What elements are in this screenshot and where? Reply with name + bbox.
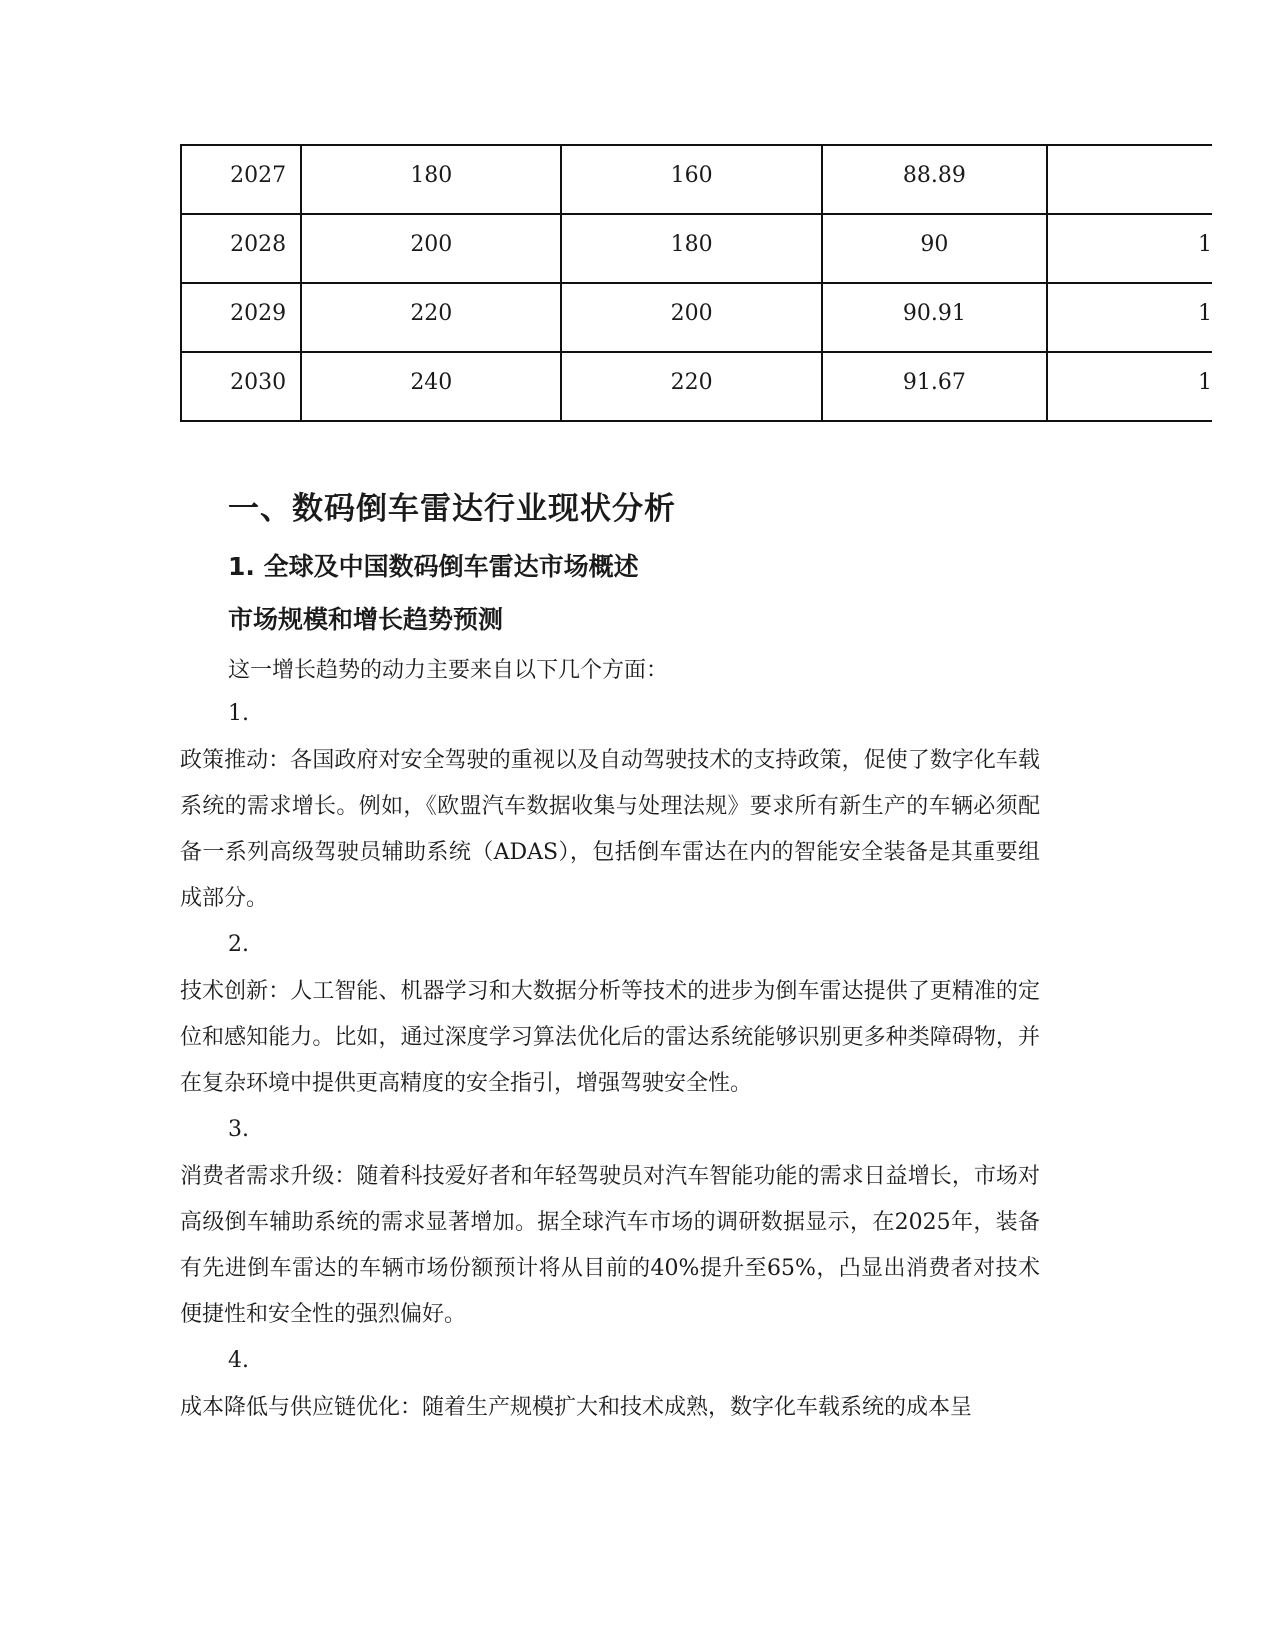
table-cell: 90: [822, 214, 1047, 283]
list-item-number: 1.: [228, 701, 249, 726]
section-subsubtitle: 市场规模和增长趋势预测: [228, 605, 504, 634]
table-cell-year: 2028: [181, 214, 301, 283]
table-cell: 160: [561, 145, 821, 214]
table-cell: 180: [301, 145, 561, 214]
table-cell: 91.67: [822, 352, 1047, 421]
table-cell: 220: [301, 283, 561, 352]
table-cell-clipped: 1: [1047, 283, 1212, 352]
list-item-text: 消费者需求升级：随着科技爱好者和年轻驾驶员对汽车智能功能的需求日益增长，市场对高级倒车辅助系统的需求显著增加。据全球汽车市场的调研数据显示，在2025年，装备有先进倒车雷达的车辆市场份额预计将从目前的40%提升至65%，凸显出消费者对技术便捷性和安全性的强烈偏好。: [180, 1164, 1040, 1327]
table-cell: 88.89: [822, 145, 1047, 214]
table-cell: 200: [301, 214, 561, 283]
table-row: [181, 283, 1212, 352]
table-row: [181, 145, 1212, 214]
list-item-number: 2.: [228, 932, 249, 957]
table-cell: 90.91: [822, 283, 1047, 352]
table-cell-clipped: [1047, 145, 1212, 214]
table-cell-clipped: 1: [1047, 214, 1212, 283]
intro-paragraph: 这一增长趋势的动力主要来自以下几个方面：: [228, 658, 669, 683]
list-item-text: 技术创新：人工智能、机器学习和大数据分析等技术的进步为倒车雷达提供了更精准的定位和感知能力。比如，通过深度学习算法优化后的雷达系统能够识别更多种类障碍物，并在复杂环境中提供更高精度的安全指引，增强驾驶安全性。: [180, 979, 1040, 1096]
table-cell: 200: [561, 283, 821, 352]
table-body: [181, 145, 1212, 421]
list-item-text: 政策推动：各国政府对安全驾驶的重视以及自动驾驶技术的支持政策，促使了数字化车载系统的需求增长。例如，《欧盟汽车数据收集与处理法规》要求所有新生产的车辆必须配备一系列高级驾驶员辅助系统（ADAS），包括倒车雷达在内的智能安全装备是其重要组成部分。: [180, 748, 1040, 911]
table-clip: [0, 0, 1212, 470]
list-item-text: 成本降低与供应链优化：随着生产规模扩大和技术成熟，数字化车载系统的成本呈: [180, 1395, 973, 1420]
table-cell-clipped: 1: [1047, 352, 1212, 421]
table-row: [181, 352, 1212, 421]
list-item-number: 3.: [228, 1117, 249, 1142]
table-cell: 180: [561, 214, 821, 283]
table-cell-year: 2030: [181, 352, 301, 421]
table-cell: 240: [301, 352, 561, 421]
forecast-table: [180, 144, 1212, 422]
section-subtitle: 1. 全球及中国数码倒车雷达市场概述: [228, 552, 639, 581]
table-cell-year: 2027: [181, 145, 301, 214]
table-row: [181, 214, 1212, 283]
table-cell: 220: [561, 352, 821, 421]
table-cell-year: 2029: [181, 283, 301, 352]
list-item-number: 4.: [228, 1348, 249, 1373]
section-title: 一、数码倒车雷达行业现状分析: [228, 491, 676, 527]
